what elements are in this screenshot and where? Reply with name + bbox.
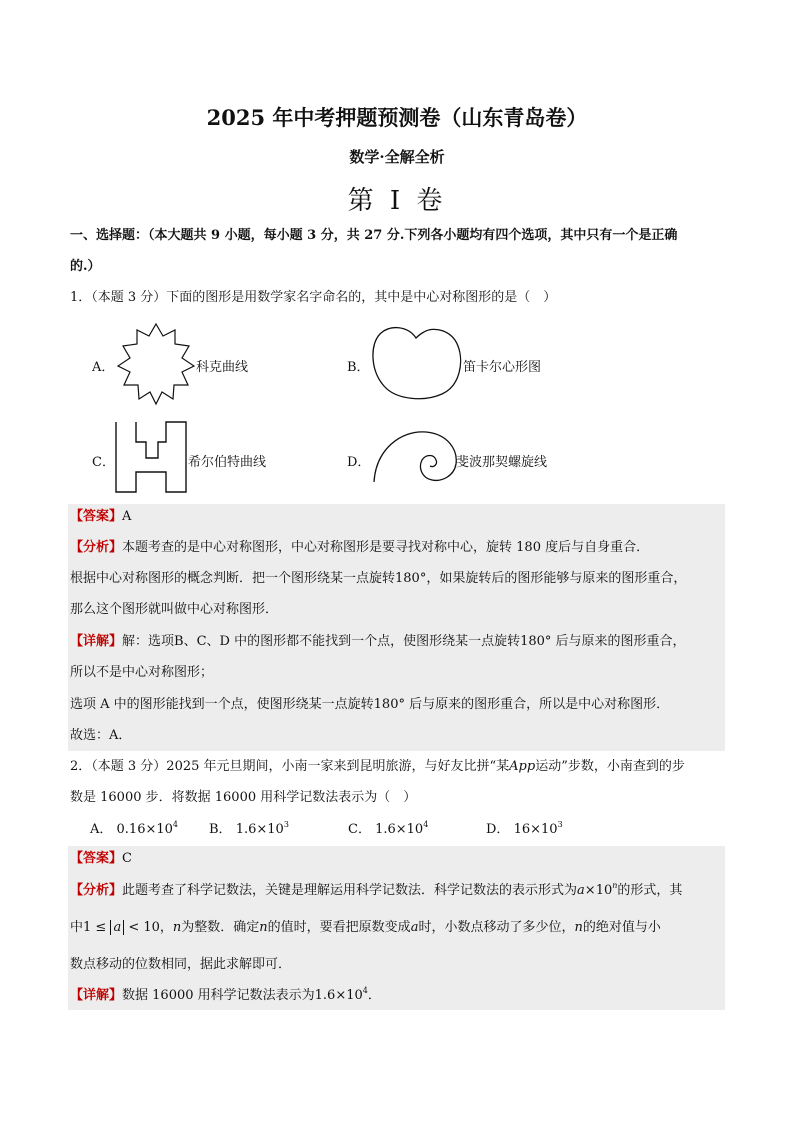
koch-snowflake-icon	[112, 320, 200, 408]
volume-heading: 第 I 卷	[347, 186, 447, 216]
q2-stem: 2．（本题 3 分）2025 年元旦期间，小南一家来到昆明旅游，与好友比拼“某App运动”步数，小南查到的步	[70, 759, 685, 774]
q2-option-d: D． $16\times 10^3$	[486, 820, 563, 837]
q1-analysis-line3: 那么这个图形就叫做中心对称图形．	[70, 602, 279, 617]
q1-detail: 【详解】解：选项B、C、D 中的图形都不能找到一个点，使图形绕某一点旋转180° 后与原来的图形重合，	[70, 634, 686, 649]
q1-option-c-letter: C．	[92, 455, 115, 470]
q1-option-d-label: 斐波那契螺旋线	[456, 455, 548, 470]
q1-analysis-line2: 根据中心对称图形的概念判断．把一个图形绕某一点旋转180°，如果旋转后的图形能够与原来的图形重合，	[70, 571, 687, 586]
q1-option-d-letter: D．	[347, 455, 371, 470]
q1-option-b-label: 笛卡尔心形图	[463, 360, 542, 375]
q2-detail: 【详解】数据 16000 用科学记数法表示为$1.6\times 10^4$．	[70, 986, 381, 1003]
q2-option-a: A． $0.16\times 10^4$	[90, 820, 179, 837]
paper-title: 2025 年中考押题预测卷（山东青岛卷）	[206, 105, 588, 130]
q2-analysis: 【分析】此题考查了科学记数法，关键是理解运用科学记数法．科学记数法的表示形式为$a\times 10^n$的形式，其	[70, 881, 683, 898]
cardioid-icon	[368, 322, 464, 404]
hilbert-curve-icon	[114, 420, 190, 494]
fibonacci-spiral-icon	[370, 424, 460, 484]
q1-analysis: 【分析】本题考查的是中心对称图形，中心对称图形是要寻找对称中心，旋转 180 度后与自身重合．	[70, 540, 650, 555]
q1-answer: 【答案】A	[70, 509, 132, 524]
q1-option-c-label: 希尔伯特曲线	[188, 455, 267, 470]
q2-option-b: B． $1.6\times 10^3$	[209, 820, 289, 837]
q1-detail-line3: 选项 A 中的图形能找到一个点，使图形绕某一点旋转180° 后与原来的图形重合，所以是中心对称图形．	[70, 697, 670, 712]
section-heading: 一、选择题：（本大题共 9 小题，每小题 3 分，共 27 分.下列各小题均有四个选项，其中只有一个是正确	[70, 228, 678, 243]
section-heading-cont: 的.）	[70, 259, 101, 274]
paper-subtitle: 数学·全解全析	[349, 148, 445, 166]
q1-stem: 1．（本题 3 分）下面的图形是用数学家名字命名的，其中是中心对称图形的是（ ）	[70, 290, 557, 305]
q1-detail-line4: 故选：A．	[70, 728, 132, 743]
q2-answer: 【答案】C	[70, 851, 132, 866]
q1-option-b-letter: B．	[347, 360, 370, 375]
q1-detail-line2: 所以不是中心对称图形；	[70, 665, 214, 680]
q2-stem-line2: 数是 16000 步．将数据 16000 用科学记数法表示为（ ）	[70, 790, 417, 805]
q2-analysis-line3: 数点移动的位数相同，据此求解即可．	[70, 957, 292, 972]
q2-analysis-line2: 中1 ≤ a < 10，n为整数．确定n的值时，要看把原数变成a时，小数点移动了多少位，n的绝对值与小	[70, 920, 661, 935]
q1-option-a-label: 科克曲线	[196, 360, 249, 375]
q1-option-a-letter: A．	[92, 360, 115, 375]
q2-option-c: C． $1.6\times 10^4$	[348, 820, 429, 837]
